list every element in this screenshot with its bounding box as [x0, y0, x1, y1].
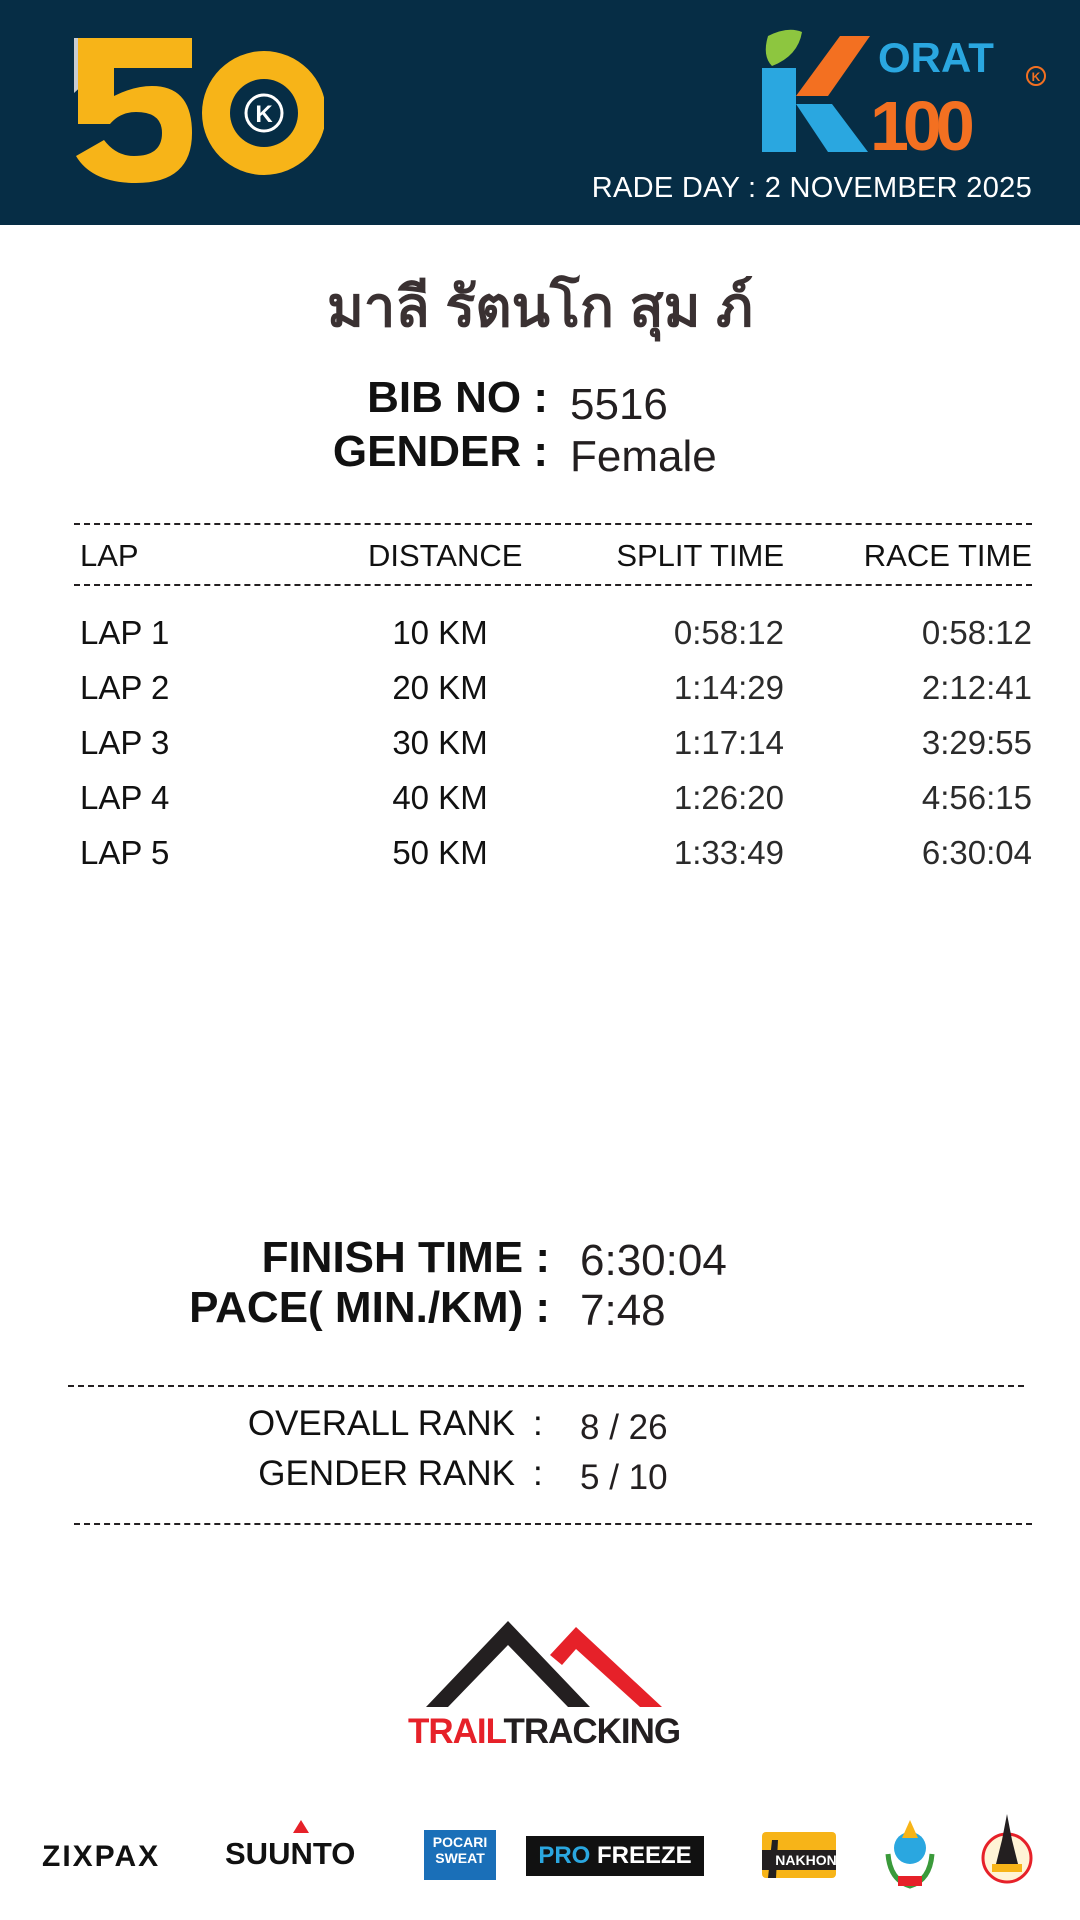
race-time-cell: 0:58:12	[921, 614, 1032, 651]
profreeze-freeze: FREEZE	[590, 1842, 692, 1869]
lap-cell: LAP 4	[80, 779, 170, 816]
finish-time-label: FINISH TIME :	[261, 1233, 550, 1282]
table-top-divider	[74, 523, 1032, 525]
runner-name: มาลี รัตนโก สุม ภ์	[326, 275, 754, 338]
race-day-text: RADE DAY : 2 NOVEMBER 2025	[591, 172, 1032, 204]
table-header-divider	[74, 584, 1032, 586]
suunto-triangle-icon	[293, 1820, 309, 1833]
profreeze-logo	[526, 1836, 704, 1876]
korat-logo-mark: K	[1031, 70, 1041, 84]
50k-badge-letter: K	[255, 101, 273, 128]
gender-value: Female	[570, 432, 717, 481]
rank-bottom-divider	[74, 1523, 1032, 1525]
zixpax-logo: ZIXPAX	[42, 1840, 161, 1873]
race-time-cell: 3:29:55	[921, 724, 1032, 761]
table-row	[0, 724, 1080, 779]
rank-top-divider	[68, 1385, 1024, 1387]
gender-rank-label: GENDER RANK	[258, 1454, 515, 1493]
header-split-time: SPLIT TIME	[616, 538, 784, 573]
gender-rank-colon: :	[533, 1454, 543, 1493]
lap-cell: LAP 1	[80, 614, 170, 651]
suunto-logo-text: SUUNTO	[225, 1836, 356, 1871]
race-time-cell: 4:56:15	[921, 779, 1032, 816]
pocari-line2: SWEAT	[435, 1850, 485, 1866]
tracking-word: TRACKING	[503, 1712, 681, 1751]
gender-label: GENDER :	[332, 427, 548, 476]
trail-word: TRAIL	[408, 1712, 504, 1751]
sponsor-strip	[0, 1800, 1080, 1900]
pace-value: 7:48	[580, 1286, 666, 1335]
split-time-cell: 0:58:12	[673, 614, 784, 651]
provincial-emblem-icon	[880, 1814, 940, 1892]
suunto-logo	[225, 1836, 355, 1872]
lap-cell: LAP 5	[80, 834, 170, 871]
table-row	[0, 779, 1080, 834]
korat100-logo	[758, 26, 1050, 156]
pocari-sweat-logo	[424, 1830, 496, 1880]
distance-cell: 50 KM	[392, 834, 488, 871]
lap-cell: LAP 2	[80, 669, 170, 706]
gender-rank-value: 5 / 10	[580, 1458, 668, 1497]
race-time-cell: 6:30:04	[921, 834, 1032, 871]
split-time-cell: 1:17:14	[673, 724, 784, 761]
distance-cell: 10 KM	[392, 614, 488, 651]
table-row	[0, 614, 1080, 669]
table-row	[0, 834, 1080, 889]
race-time-cell: 2:12:41	[921, 669, 1032, 706]
korat-logo-number: 100	[870, 87, 969, 156]
overall-rank-colon: :	[533, 1404, 543, 1443]
overall-rank-label: OVERALL RANK	[247, 1404, 515, 1443]
overall-rank-value: 8 / 26	[580, 1408, 668, 1447]
nakhon-logo-text: NAKHON	[775, 1852, 837, 1868]
split-time-cell: 1:33:49	[673, 834, 784, 871]
profreeze-pro: PRO	[538, 1842, 591, 1869]
header-race-time: RACE TIME	[863, 538, 1032, 573]
header-distance: DISTANCE	[368, 538, 523, 573]
nakhon-ratchasima-logo	[756, 1828, 842, 1882]
header-lap: LAP	[80, 538, 139, 573]
pocari-line1: POCARI	[432, 1834, 488, 1850]
pace-label: PACE( MIN./KM) :	[189, 1283, 550, 1332]
lap-cell: LAP 3	[80, 724, 170, 761]
split-time-cell: 1:26:20	[673, 779, 784, 816]
distance-cell: 40 KM	[392, 779, 488, 816]
table-row	[0, 669, 1080, 724]
distance-cell: 30 KM	[392, 724, 488, 761]
distance-cell: 20 KM	[392, 669, 488, 706]
bib-label: BIB NO :	[367, 373, 548, 422]
header-banner	[0, 0, 1080, 225]
split-time-cell: 1:14:29	[673, 669, 784, 706]
monument-emblem-icon	[978, 1810, 1036, 1890]
korat-logo-text: ORAT	[878, 34, 994, 81]
50k-logo	[74, 38, 324, 188]
finish-time-value: 6:30:04	[580, 1236, 727, 1285]
trailtracking-logo-text	[408, 1712, 680, 1752]
bib-value: 5516	[570, 380, 668, 429]
